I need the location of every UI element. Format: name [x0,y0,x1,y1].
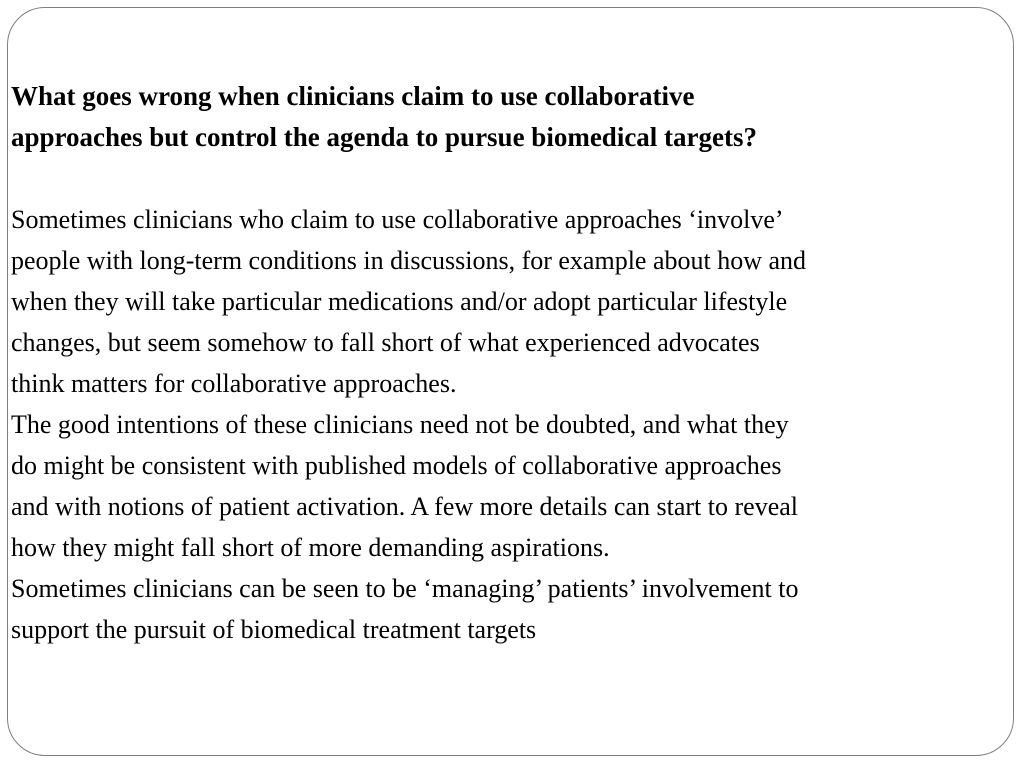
paragraph-line: Sometimes clinicians who claim to use collaborative approaches ‘involve’ [11,205,784,234]
paragraph-line: and with notions of patient activation. A few more details can start to reveal [11,492,798,521]
heading-line: What goes wrong when clinicians claim to use collaborative [11,81,695,111]
heading-line: approaches but control the agenda to pursue biomedical targets? [11,122,758,152]
paragraph-line: do might be consistent with published models of collaborative approaches [11,451,782,480]
body-paragraph [11,568,971,650]
paragraph-line: people with long-term conditions in discussions, for example about how and [11,246,807,275]
paragraph-line: The good intentions of these clinicians need not be doubted, and what they [11,410,789,439]
body-paragraph [11,404,971,568]
paragraph-line: changes, but seem somehow to fall short of what experienced advocates [11,328,760,357]
body-paragraph [11,199,971,404]
paragraph-line: how they might fall short of more demanding aspirations. [11,533,610,562]
blank-line [11,158,971,199]
slide-heading [11,76,971,158]
paragraph-line: think matters for collaborative approaches. [11,369,457,398]
paragraph-line: when they will take particular medications and/or adopt particular lifestyle [11,287,788,316]
slide-content [11,76,971,650]
paragraph-line: Sometimes clinicians can be seen to be ‘managing’ patients’ involvement to [11,574,799,603]
paragraph-line: support the pursuit of biomedical treatment targets [11,615,537,644]
